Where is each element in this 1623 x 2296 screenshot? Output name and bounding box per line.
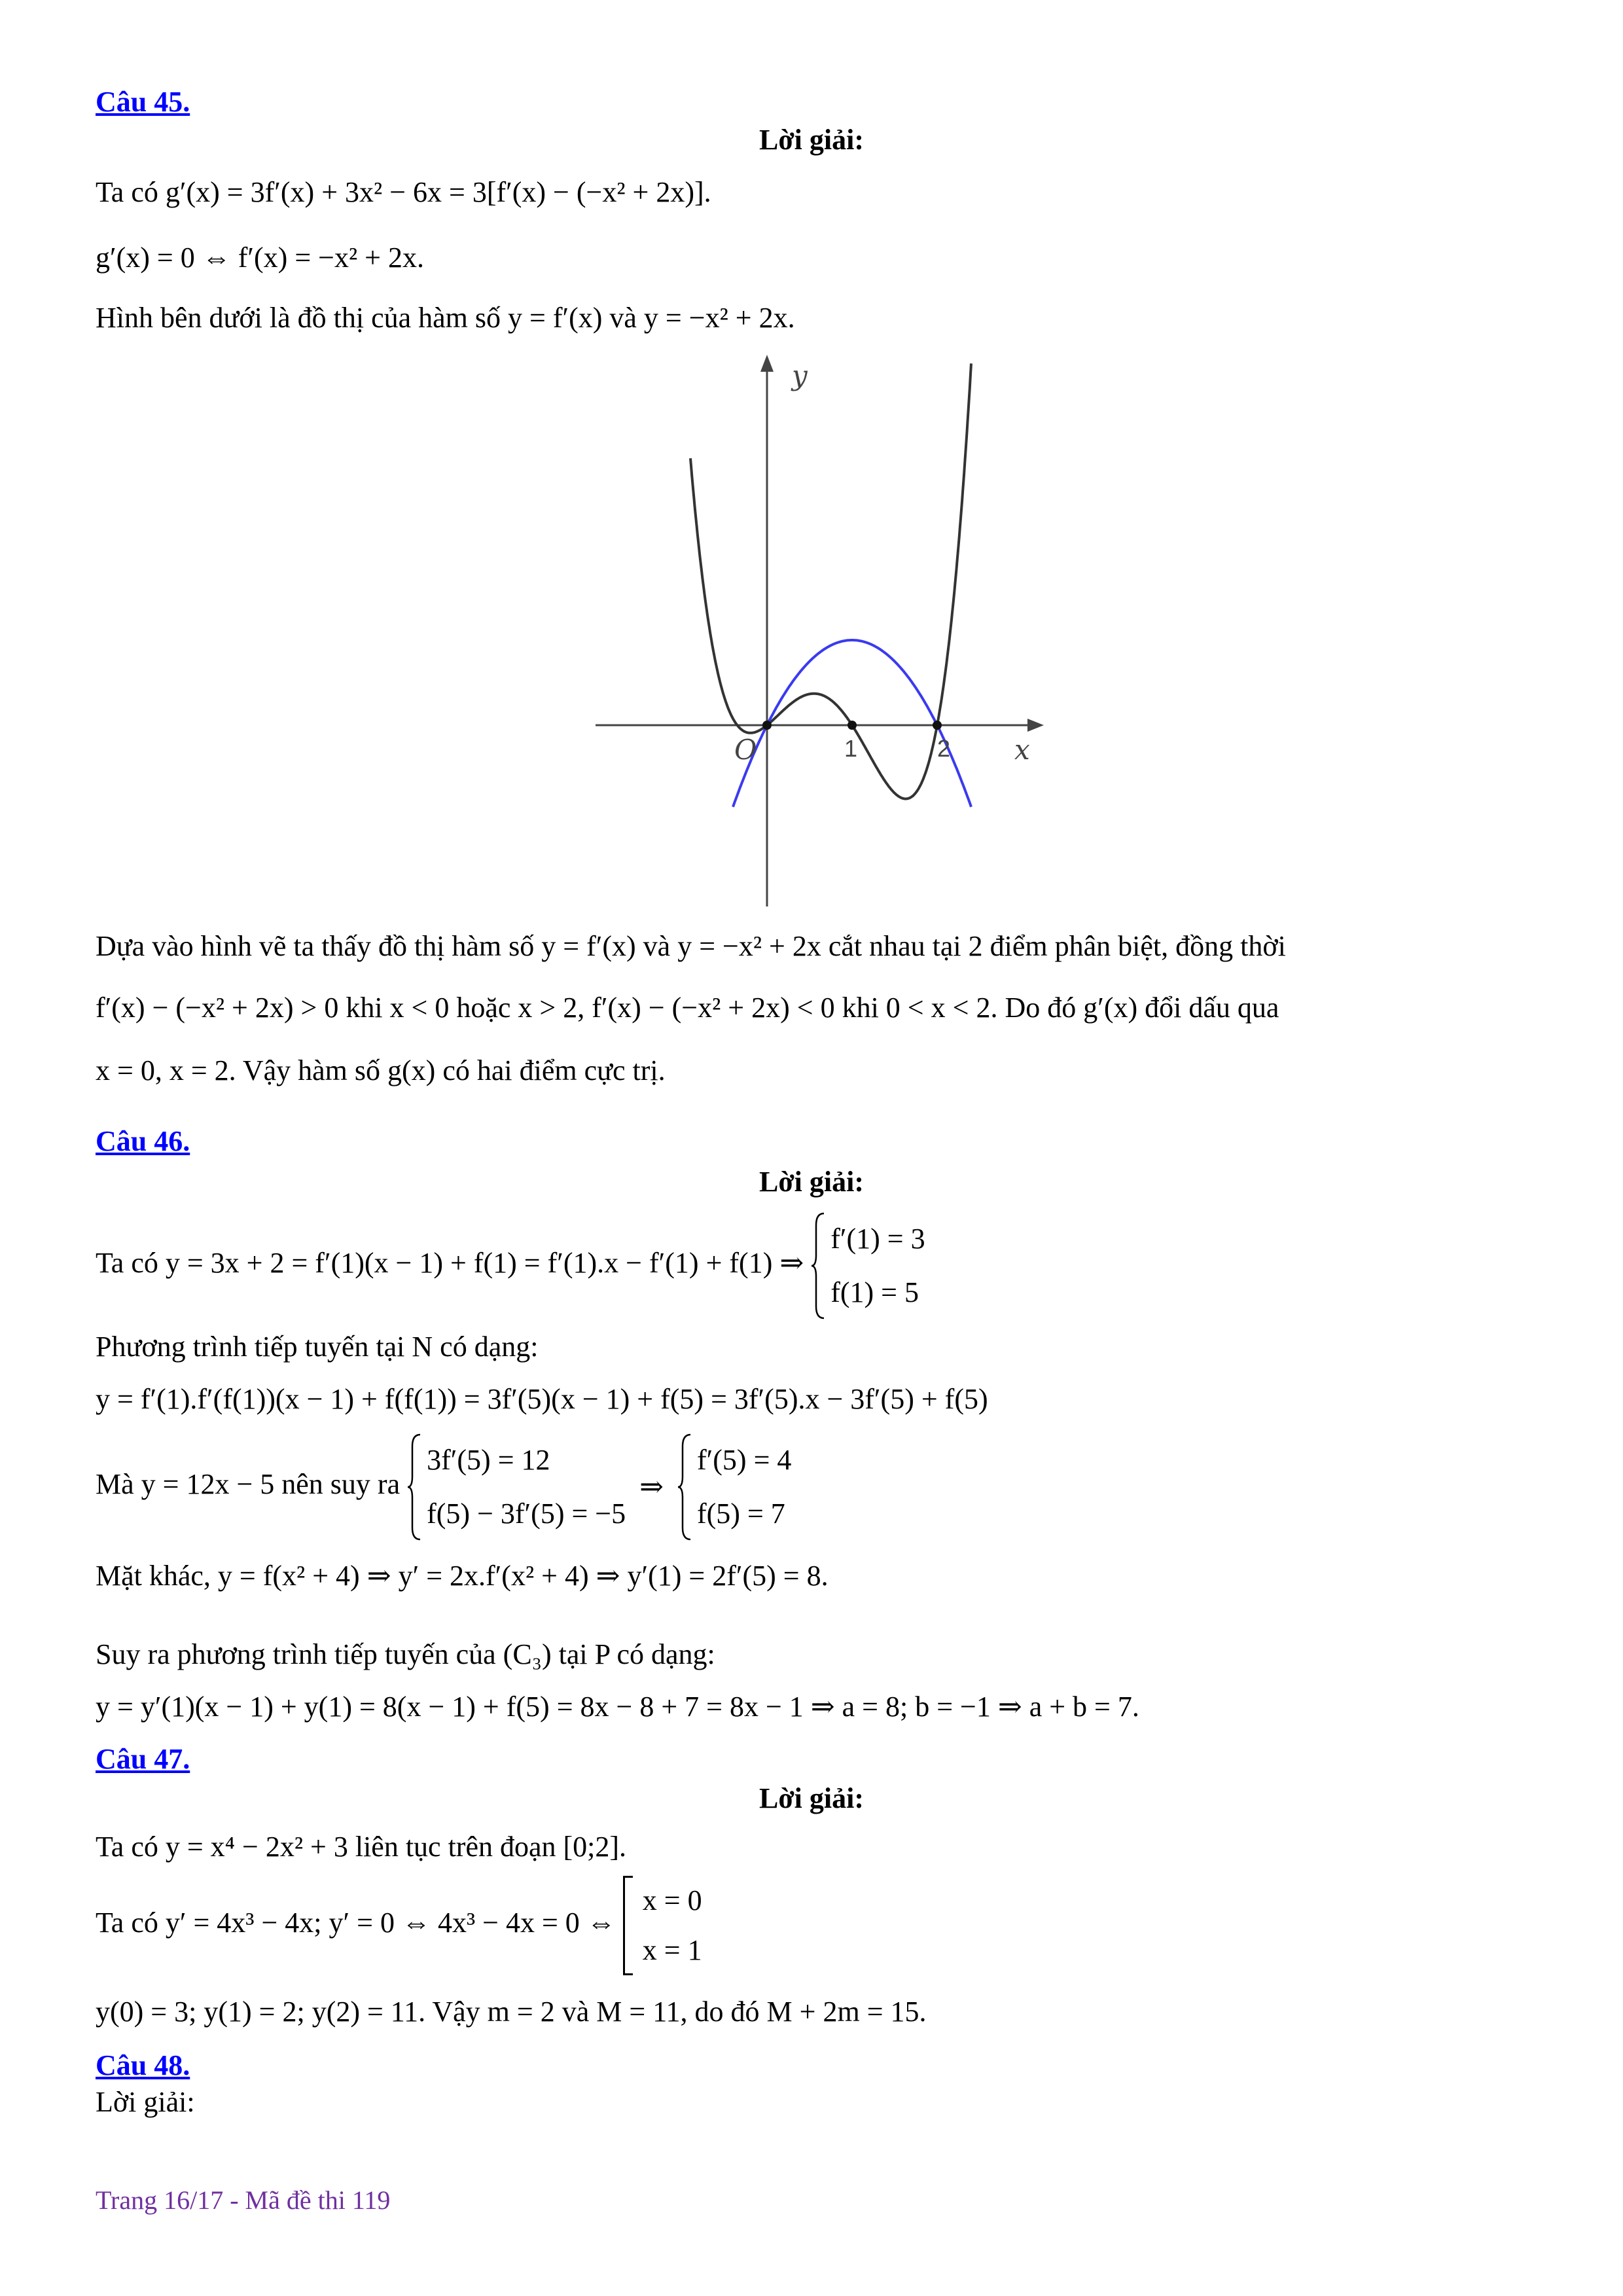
q46-sys3-row1: f′(5) = 4 xyxy=(696,1444,792,1476)
q45-solution-heading: Lời giải: xyxy=(758,124,865,156)
fprime-curve xyxy=(690,363,971,798)
q45-line1: Ta có g′(x) = 3f′(x) + 3x² − 6x = 3[f′(x) − (−x² + 2x)]. xyxy=(96,176,711,208)
q46-solution-heading: Lời giải: xyxy=(758,1166,865,1198)
x-axis-label: x xyxy=(1014,734,1030,766)
q46-line4: Mà y = 12x − 5 nên suy ra xyxy=(96,1468,401,1501)
q46-system2 xyxy=(407,1433,626,1541)
q46-sys3-row2: f(5) = 7 xyxy=(696,1498,785,1530)
q47-line2: Ta có y′ = 4x³ − 4x; y′ = 0 ⇔ 4x³ − 4x = 0 ⇔ xyxy=(96,1907,616,1939)
q48-solution-label: Lời giải: xyxy=(96,2086,195,2118)
tick-label-2: 2 xyxy=(937,735,951,762)
y-axis-label: y xyxy=(792,359,808,391)
q46-line1-block xyxy=(96,1212,925,1319)
origin-label: O xyxy=(734,734,757,766)
q46-system1 xyxy=(811,1212,925,1319)
q47-title: Câu 47. xyxy=(96,1743,190,1775)
q46-sys2-row1: 3f′(5) = 12 xyxy=(427,1444,550,1476)
q47-line3: y(0) = 3; y(1) = 2; y(2) = 11. Vậy m = 2 và M = 11, do đó M + 2m = 15. xyxy=(96,1996,927,2028)
q46-sys1-row1: f′(1) = 3 xyxy=(830,1223,925,1255)
q45-line2: g′(x) = 0 ⇔ f′(x) = −x² + 2x. xyxy=(96,242,424,274)
q45-line3: Hình bên dưới là đồ thị của hàm số y = f′(x) và y = −x² + 2x. xyxy=(96,302,795,334)
q48-title: Câu 48. xyxy=(96,2049,190,2081)
q47-system xyxy=(623,1876,702,1975)
q46-line5: Mặt khác, y = f(x² + 4) ⇒ y′ = 2x.f′(x² + 4) ⇒ y′(1) = 2f′(5) = 8. xyxy=(96,1560,829,1592)
q46-title: Câu 46. xyxy=(96,1125,190,1157)
q46-line2: Phương trình tiếp tuyến tại N có dạng: xyxy=(96,1331,539,1363)
q47-sys-row2: x = 1 xyxy=(642,1934,702,1966)
q45-title: Câu 45. xyxy=(96,86,190,118)
q46-sys1-row2: f(1) = 5 xyxy=(830,1276,919,1308)
brace-icon xyxy=(677,1433,692,1541)
brace-icon xyxy=(407,1433,421,1541)
q46-implies: ⇒ xyxy=(639,1471,664,1503)
q45-para1: Dựa vào hình vẽ ta thấy đồ thị hàm số y = f′(x) và y = −x² + 2x cắt nhau tại 2 điểm phân biệt, đồng thời xyxy=(96,930,1286,962)
q46-line6: Suy ra phương trình tiếp tuyến của (C₃) tại P có dạng: xyxy=(96,1638,715,1670)
point-x1 xyxy=(847,721,857,730)
q46-line4-block xyxy=(96,1433,791,1541)
q46-line1: Ta có y = 3x + 2 = f′(1)(x − 1) + f(1) = f′(1).x − f′(1) + f(1) ⇒ xyxy=(96,1247,804,1280)
q46-system3 xyxy=(677,1433,791,1541)
x-axis-arrow-icon xyxy=(1027,719,1044,732)
function-graph xyxy=(589,347,1047,910)
q45-para2: f′(x) − (−x² + 2x) > 0 khi x < 0 hoặc x > 2, f′(x) − (−x² + 2x) < 0 khi 0 < x < 2. Do đó g′(x) đổi dấu qua xyxy=(96,992,1279,1024)
q47-line2-block xyxy=(96,1876,702,1975)
point-x2 xyxy=(933,721,942,730)
square-bracket-icon xyxy=(623,1876,633,1975)
q46-line3: y = f′(1).f′(f(1))(x − 1) + f(f(1)) = 3f′(5)(x − 1) + f(5) = 3f′(5).x − 3f′(5) + f(5) xyxy=(96,1383,988,1415)
y-axis-arrow-icon xyxy=(760,355,774,372)
page-footer: Trang 16/17 - Mã đề thi 119 xyxy=(96,2185,391,2215)
q47-line1: Ta có y = x⁴ − 2x² + 3 liên tục trên đoạn [0;2]. xyxy=(96,1831,627,1863)
q47-solution-heading: Lời giải: xyxy=(758,1782,865,1814)
q47-sys-row1: x = 0 xyxy=(642,1884,702,1916)
q46-line7: y = y′(1)(x − 1) + y(1) = 8(x − 1) + f(5) = 8x − 8 + 7 = 8x − 1 ⇒ a = 8; b = −1 ⇒ a + b = 7. xyxy=(96,1691,1139,1723)
q45-para3: x = 0, x = 2. Vậy hàm số g(x) có hai điểm cực trị. xyxy=(96,1054,666,1086)
point-origin xyxy=(762,721,772,730)
brace-icon xyxy=(811,1212,825,1319)
tick-label-1: 1 xyxy=(844,735,858,762)
q46-sys2-row2: f(5) − 3f′(5) = −5 xyxy=(427,1498,626,1530)
